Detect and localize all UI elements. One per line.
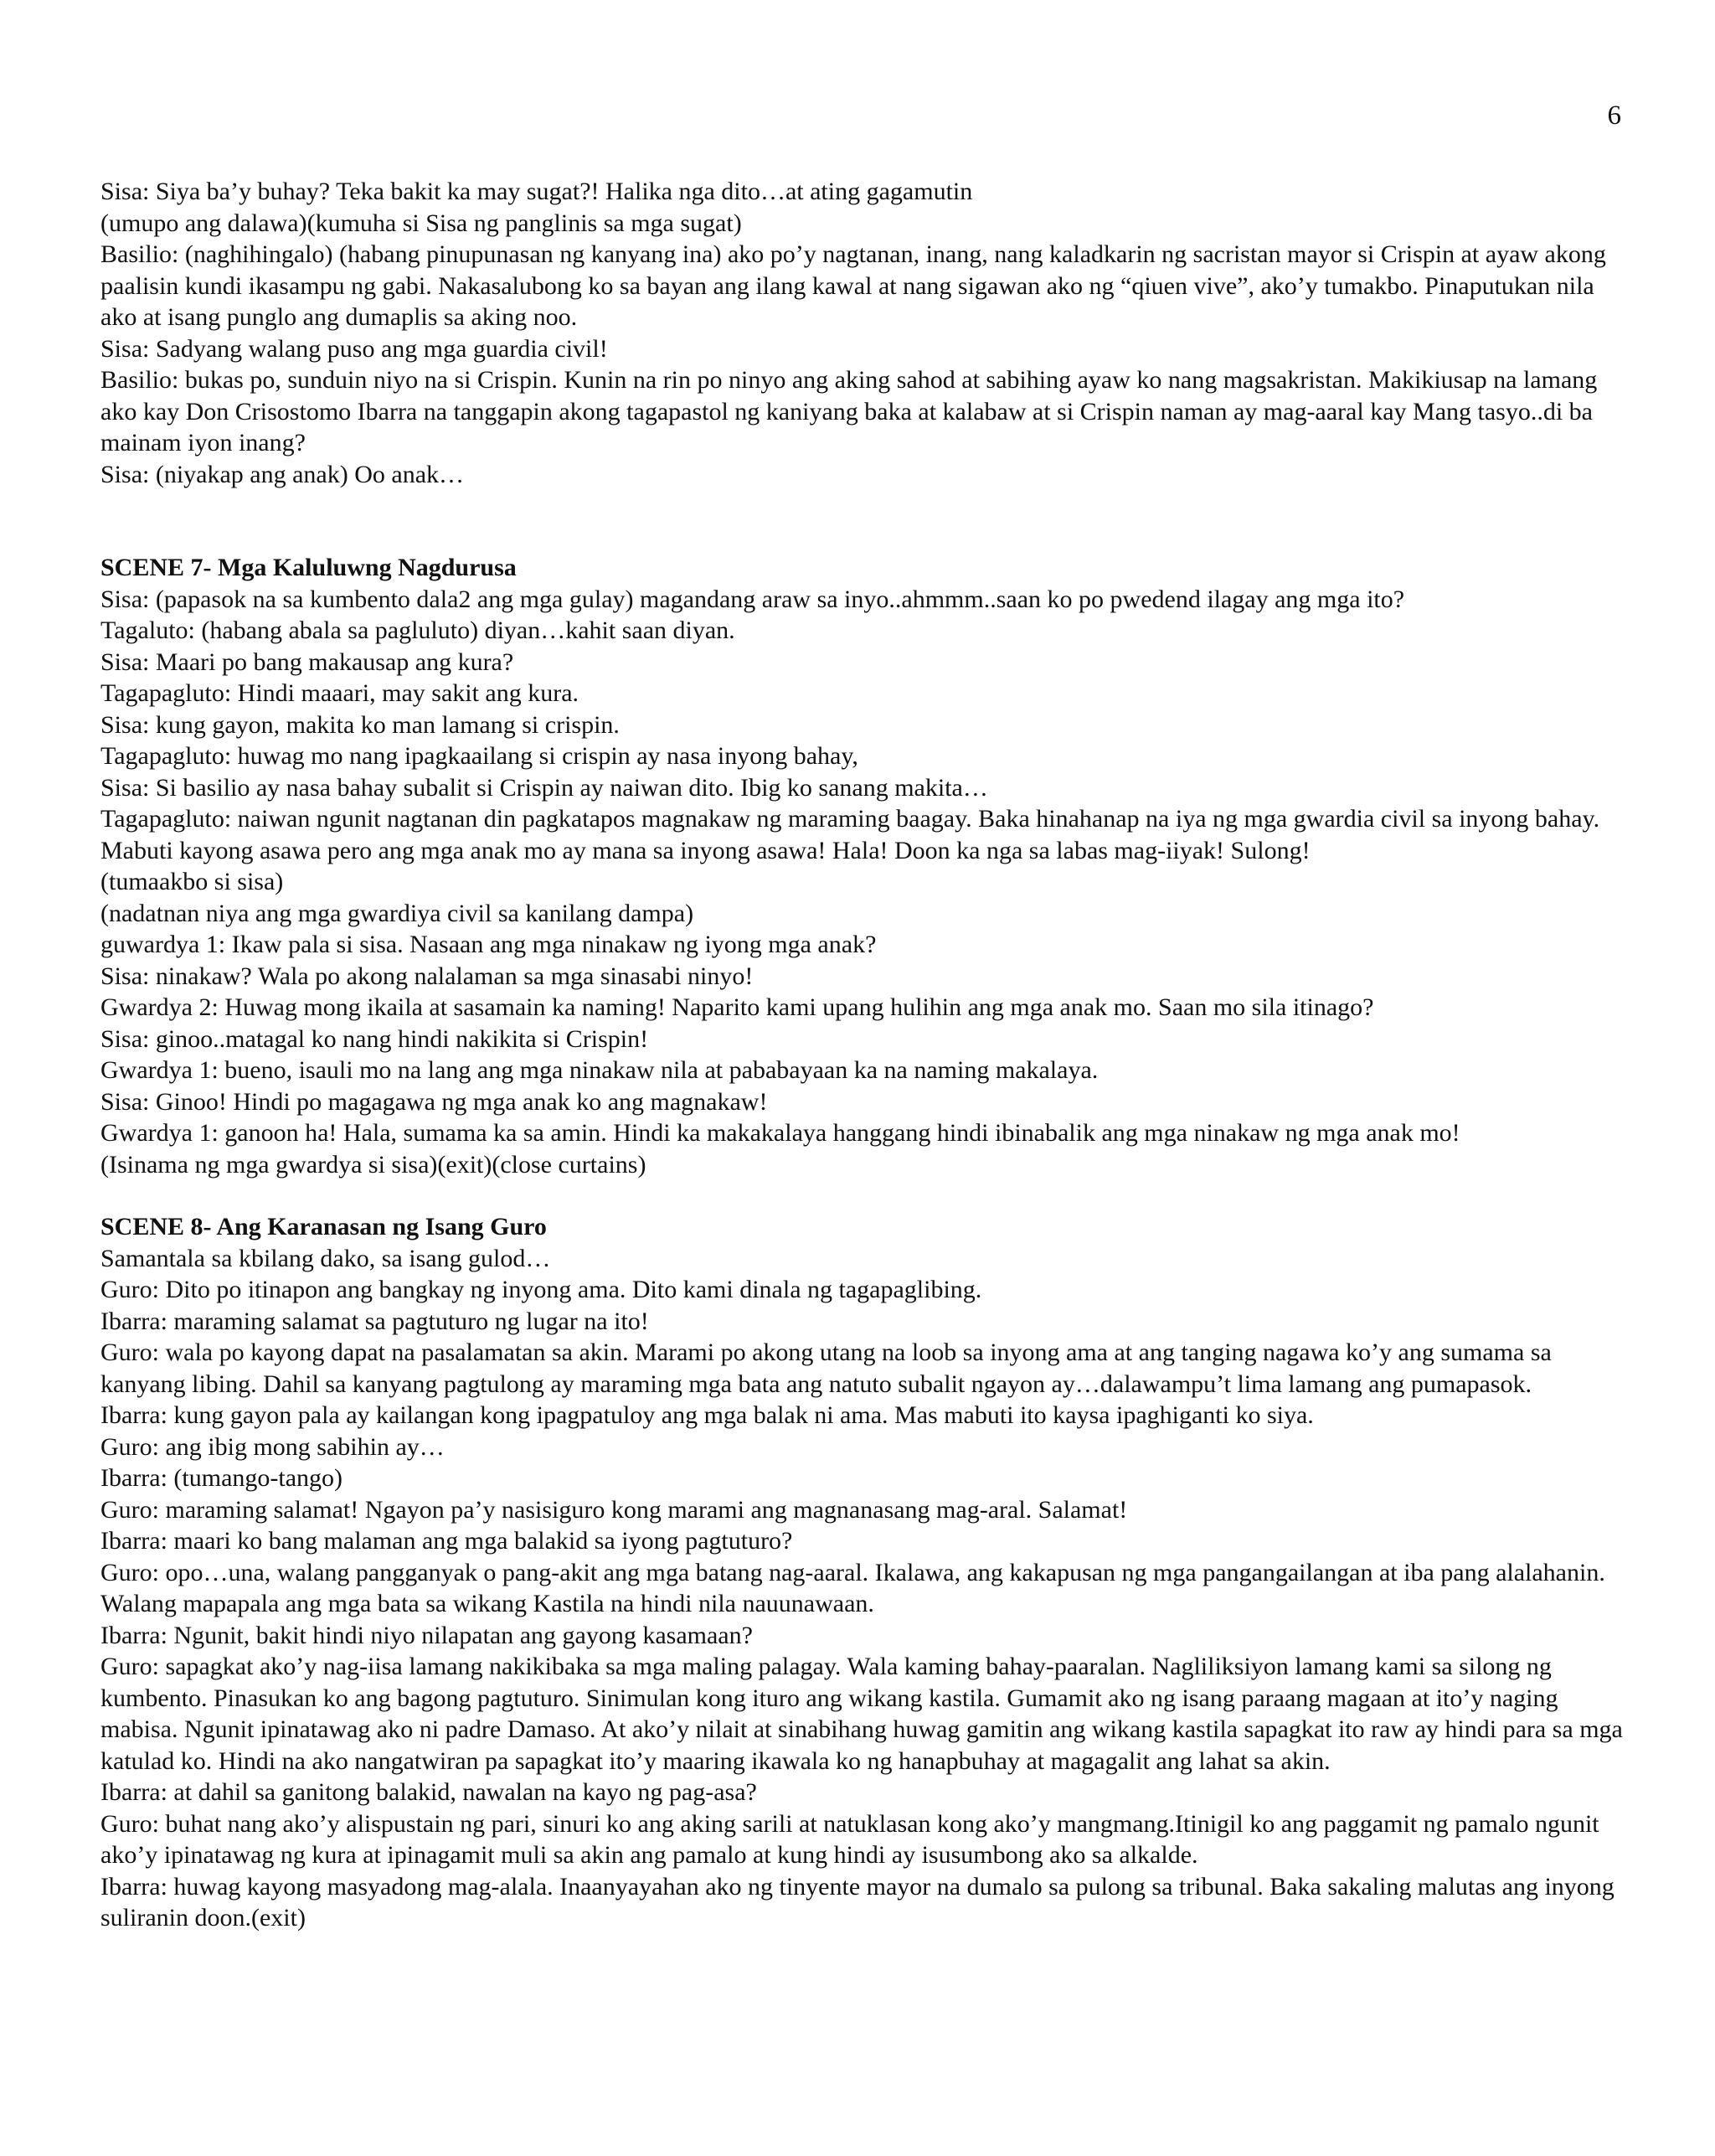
dialogue-line: Ibarra: huwag kayong masyadong mag-alala. Inaanyayahan ako ng tinyente mayor na dumalo sa pulong sa tribunal. Baka sakaling malutas ang inyong suliranin doon.(exit) [100, 1872, 1615, 1932]
dialogue-line: Ibarra: at dahil sa ganitong balakid, nawalan na kayo ng pag-asa? [100, 1778, 757, 1806]
dialogue-line: Sisa: ninakaw? Wala po akong nalalaman sa mga sinasabi ninyo! [100, 962, 754, 990]
stage-direction: (tumaakbo si sisa) [100, 868, 284, 895]
dialogue-line: Sisa: Si basilio ay nasa bahay subalit si Crispin ay naiwan dito. Ibig ko sanang makita… [100, 773, 988, 802]
intro-dialogue [100, 176, 1629, 490]
dialogue-line: Basilio: bukas po, sunduin niyo na si Crispin. Kunin na rin po ninyo ang aking sahod at sabihing ayaw ko nang magsakristan. Makikiusap na lamang ako kay Don Crisostomo Ibarra na tanggapin akong tagapastol ng kaniyang baka at kalabaw at si Crispin naman ay mag-aaral kay Mang tasyo..di ba mainam iyon inang? [100, 366, 1598, 456]
dialogue-line: Guro: ang ibig mong sabihin ay… [100, 1432, 445, 1461]
dialogue-line: Guro: Dito po itinapon ang bangkay ng inyong ama. Dito kami dinala ng tagapaglibing. [100, 1276, 982, 1303]
scene-heading: SCENE 7- Mga Kaluluwng Nagdurusa [100, 554, 517, 581]
dialogue-line: Ibarra: kung gayon pala ay kailangan kong ipagpatuloy ang mga balak ni ama. Mas mabuti ito kaysa ipaghiganti ko siya. [100, 1401, 1314, 1429]
scene-heading: SCENE 8- Ang Karanasan ng Isang Guro [100, 1213, 547, 1240]
dialogue-line: Sisa: (niyakap ang anak) Oo anak… [100, 460, 465, 488]
dialogue-line: Guro: sapagkat ako’y nag-iisa lamang nakikibaka sa mga maling palagay. Wala kaming bahay-paaralan. Nagliliksiyon lamang kami sa silong ng kumbento. Pinasukan ko ang bagong pagtuturo. Sinimulan kong ituro ang wikang kastila. Gumamit ako ng isang paraang magaan at ito’y naging mabisa. Ngunit ipinatawag ako ni padre Damaso. At ako’y nilait at sinabihang huwag gamitin ang wikang kastila sapagkat ito raw ay hindi para sa mga katulad ko. Hindi na ako nangatwiran pa sapagkat ito’y maaring ikawala ko ng hanapbuhay at magagalit ang lahat sa akin. [100, 1653, 1623, 1775]
dialogue-line: Sisa: Maari po bang makausap ang kura? [100, 647, 514, 676]
stage-direction: (nadatnan niya ang mga gwardiya civil sa kanilang dampa) [100, 899, 694, 927]
stage-direction: Samantala sa kbilang dako, sa isang gulod… [100, 1244, 551, 1272]
dialogue-line: Gwardya 1: ganoon ha! Hala, sumama ka sa amin. Hindi ka makakalaya hanggang hindi ibinabalik ang mga ninakaw ng mga anak mo! [100, 1119, 1460, 1147]
dialogue-line: Ibarra: maraming salamat sa pagtuturo ng lugar na ito! [100, 1307, 649, 1335]
dialogue-line: Ibarra: (tumango-tango) [100, 1464, 343, 1492]
dialogue-line: Tagapagluto: naiwan ngunit nagtanan din pagkatapos magnakaw ng maraming baagay. Baka hinahanap na iya ng mga gwardia civil sa inyong bahay. Mabuti kayong asawa pero ang mga anak mo ay mana sa inyong asawa! Hala! Doon ka nga sa labas mag-iiyak! Sulong! [100, 805, 1600, 864]
dialogue-line: Ibarra: Ngunit, bakit hindi niyo nilapatan ang gayong kasamaan? [100, 1621, 753, 1649]
dialogue-line: Guro: maraming salamat! Ngayon pa’y nasisiguro kong marami ang magnanasang mag-aral. Salamat! [100, 1495, 1128, 1524]
dialogue-line: Sisa: Siya ba’y buhay? Teka bakit ka may sugat?! Halika nga dito…at ating gagamutin [100, 178, 973, 205]
dialogue-line: Tagapagluto: huwag mo nang ipagkaailang si crispin ay nasa inyong bahay, [100, 742, 858, 770]
dialogue-line: guwardya 1: Ikaw pala si sisa. Nasaan ang mga ninakaw ng iyong mga anak? [100, 931, 877, 958]
section-gap [100, 490, 1629, 552]
dialogue-line: Gwardya 2: Huwag mong ikaila at sasamain ka naming! Naparito kami upang hulihin ang mga anak mo. Saan mo sila itinago? [100, 993, 1374, 1021]
scene-8 [100, 1211, 1629, 1934]
dialogue-line: Tagaluto: (habang abala sa pagluluto) diyan…kahit saan diyan. [100, 616, 735, 644]
page-number: 6 [1607, 101, 1621, 131]
page-content [100, 176, 1629, 1934]
section-gap [100, 1180, 1629, 1211]
dialogue-line: Guro: buhat nang ako’y alispustain ng pari, sinuri ko ang aking sarili at natuklasan kong ako’y mangmang.Itinigil ko ang paggamit ng pamalo ngunit ako’y ipinatawag ng kura at ipinagamit muli sa akin ang pamalo at kung hindi ay isusumbong ako sa alkalde. [100, 1809, 1599, 1869]
dialogue-line: Gwardya 1: bueno, isauli mo na lang ang mga ninakaw nila at pababayaan ka na naming makalaya. [100, 1056, 1099, 1084]
dialogue-line: Sisa: kung gayon, makita ko man lamang si crispin. [100, 710, 620, 739]
dialogue-line: Ibarra: maari ko bang malaman ang mga balakid sa iyong pagtuturo? [100, 1527, 793, 1555]
stage-direction: (umupo ang dalawa)(kumuha si Sisa ng panglinis sa mga sugat) [100, 209, 742, 237]
dialogue-line: Basilio: (naghihingalo) (habang pinupunasan ng kanyang ina) ako po’y nagtanan, inang, nang kaladkarin ng sacristan mayor si Crispin at ayaw akong paalisin kundi ikasampu ng gabi. Nakasalubong ko sa bayan ang ilang kawal at nang sigawan ako ng “qiuen vive”, ako’y tumakbo. Pinaputukan nila ako at isang punglo ang dumaplis sa aking noo. [100, 240, 1606, 331]
scene-7 [100, 552, 1629, 1180]
dialogue-line: Guro: opo…una, walang pangganyak o pang-akit ang mga batang nag-aaral. Ikalawa, ang kakapusan ng mga pangangailangan at iba pang alalahanin. Walang mapapala ang mga bata sa wikang Kastila na hindi nila nauunawaan. [100, 1558, 1605, 1617]
dialogue-line: Sisa: Sadyang walang puso ang mga guardia civil! [100, 334, 608, 363]
dialogue-line: Sisa: Ginoo! Hindi po magagawa ng mga anak ko ang magnakaw! [100, 1087, 768, 1116]
dialogue-line: Guro: wala po kayong dapat na pasalamatan sa akin. Marami po akong utang na loob sa inyong ama at ang tanging nagawa ko’y ang sumama sa kanyang libing. Dahil sa kanyang pagtulong ay maraming mga bata ang natuto subalit ngayon ay…dalawampu’t lima lamang ang pumapasok. [100, 1338, 1552, 1398]
dialogue-line: Sisa: ginoo..matagal ko nang hindi nakikita si Crispin! [100, 1024, 649, 1053]
dialogue-line: Sisa: (papasok na sa kumbento dala2 ang mga gulay) magandang araw sa inyo..ahmmm..saan ko po pwedend ilagay ang mga ito? [100, 585, 1405, 613]
dialogue-line: Tagapagluto: Hindi maaari, may sakit ang kura. [100, 679, 579, 707]
stage-direction: (Isinama ng mga gwardya si sisa)(exit)(close curtains) [100, 1150, 646, 1179]
